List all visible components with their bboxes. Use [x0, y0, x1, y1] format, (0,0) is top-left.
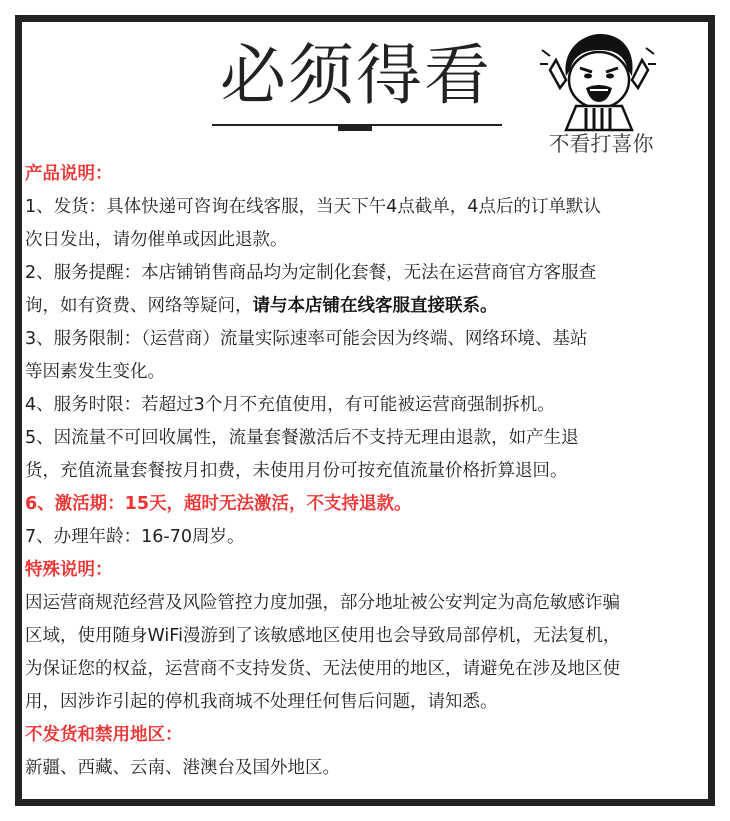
page-title: 必须得看 [220, 37, 492, 114]
product-item-3-line-2: 等因素发生变化。 [25, 362, 165, 382]
special-line-3: 为保证您的权益，运营商不支持发货、无法使用的地区，请避免在涉及地区使 [25, 659, 620, 679]
product-item-5-line-1: 5、因流量不可回收属性，流量套餐激活后不支持无理由退款，如产生退 [25, 428, 579, 448]
product-heading: 产品说明： [25, 164, 113, 184]
restricted-heading: 不发货和禁用地区： [25, 725, 183, 745]
special-heading: 特殊说明： [25, 560, 113, 580]
product-item-4: 4、服务时限：若超过3个月不充值使用，有可能被运营商强制拆机。 [25, 395, 555, 415]
product-item-1-line-2: 次日发出，请勿催单或因此退款。 [25, 230, 288, 250]
contact-service-emphasis: 请与本店铺在线客服直接联系。 [252, 296, 498, 316]
meme-caption: 不看打喜你 [548, 132, 654, 156]
product-item-2-text: 询，如有资费、网络等疑问， [25, 296, 253, 316]
product-item-7: 7、办理年龄：16-70周岁。 [25, 527, 245, 547]
special-line-4: 用，因涉诈引起的停机我商城不处理任何售后问题，请知悉。 [25, 692, 498, 712]
activation-period-warning: 6、激活期：15天，超时无法激活，不支持退款。 [25, 494, 412, 514]
product-item-3-line-1: 3、服务限制：（运营商）流量实际速率可能会因为终端、网络环境、基站 [25, 329, 588, 349]
title-underline-tab [338, 126, 372, 131]
special-line-2: 区域，使用随身WiFi漫游到了该敏感地区使用也会导致局部停机，无法复机， [25, 626, 621, 646]
product-item-1-line-1: 1、发货：具体快递可咨询在线客服，当天下午4点截单，4点后的订单默认 [25, 197, 601, 217]
product-item-2-line-1: 2、服务提醒：本店铺销售商品均为定制化套餐，无法在运营商官方客服查 [25, 263, 597, 283]
special-line-1: 因运营商规范经营及风险管控力度加强，部分地址被公安判定为高危敏感诈骗 [25, 593, 620, 613]
product-item-5-line-2: 货，充值流量套餐按月扣费，未使用月份可按充值流量价格折算退回。 [25, 461, 568, 481]
meme-face-icon [536, 30, 660, 132]
product-item-2-line-2 [25, 290, 685, 323]
notice-content [25, 158, 685, 785]
restricted-regions: 新疆、西藏、云南、港澳台及国外地区。 [25, 758, 340, 778]
